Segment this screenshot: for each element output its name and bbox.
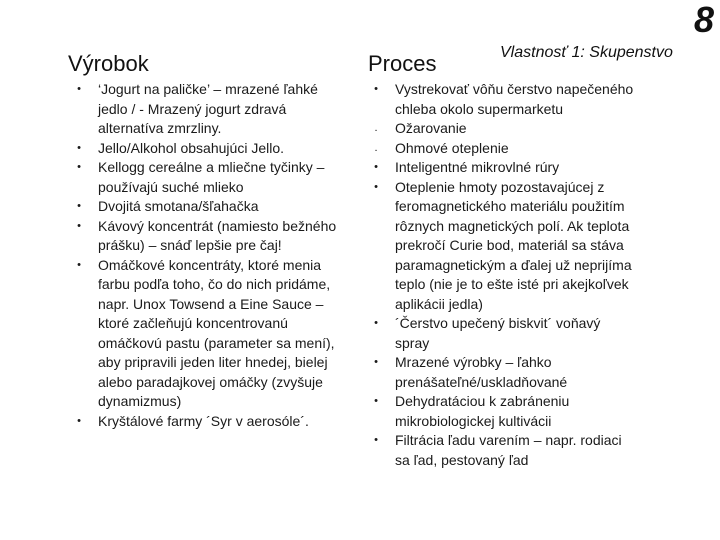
left-bullet-list <box>77 80 340 431</box>
bullet-marker: • <box>77 258 81 271</box>
list-item-text: Kellogg cereálne a mliečne tyčinky – používajú suché mlieko <box>98 159 325 195</box>
bullet-marker: • <box>77 219 81 232</box>
list-item <box>77 80 340 139</box>
slide-subtitle: Vlastnosť 1: Skupenstvo <box>500 44 673 61</box>
bullet-marker: • <box>374 180 378 193</box>
list-item <box>374 314 637 353</box>
right-bullet-list <box>374 80 637 470</box>
slide-number: 8 <box>693 0 714 40</box>
list-item <box>374 392 637 431</box>
bullet-marker: • <box>374 161 378 173</box>
bullet-marker: • <box>77 414 81 427</box>
list-item <box>77 197 340 217</box>
right-column-title: Proces <box>368 51 437 76</box>
list-item <box>77 256 340 412</box>
list-item-text: Oteplenie hmoty pozostavajúcej z feromagnetického materiálu použitím rôznych magnetických polí. Ak teplota prekročí Curie bod, materiál sa stáva paramagnetickým a ďalej už neprijíma teplo (nie je to ešte isté pri akejkoľvek aplikácii jedla) <box>395 178 632 312</box>
list-item-text: ´Čerstvo upečený biskvit´ voňavý spray <box>395 315 601 351</box>
bullet-marker: • <box>77 161 81 173</box>
bullet-marker: • <box>374 434 378 446</box>
list-item-text: Kávový koncentrát (namiesto bežného prášku) – snáď lepšie pre čaj! <box>98 217 337 253</box>
list-item-text: Dvojitá smotana/šľahačka <box>98 198 259 214</box>
list-item-text: Vystrekovať vôňu čerstvo napečeného chleba okolo supermarketu <box>395 81 634 117</box>
list-item-text: Kryštálové farmy ´Syr v aerosóle´. <box>98 412 309 429</box>
bullet-marker: . <box>374 141 378 154</box>
bullet-marker: . <box>374 122 378 134</box>
list-item-text: Mrazené výrobky – ľahko prenášateľné/uskladňované <box>395 354 568 390</box>
bullet-marker: • <box>374 317 378 329</box>
bullet-marker: • <box>77 200 81 212</box>
list-item <box>374 431 637 470</box>
list-item-text: ‘Jogurt na paličke’ – mrazené ľahké jedlo / - Mrazený jogurt zdravá alternatíva zmrzliny. <box>98 81 318 136</box>
bullet-marker: • <box>77 83 81 95</box>
left-column-title: Výrobok <box>68 51 149 76</box>
list-item-text: Ožarovanie <box>395 120 467 136</box>
list-item <box>77 412 340 432</box>
list-item <box>374 139 637 159</box>
bullet-marker: • <box>77 141 81 154</box>
list-item <box>77 158 340 197</box>
bullet-marker: • <box>374 395 378 407</box>
list-item <box>374 353 637 392</box>
list-item-text: Omáčkové koncentráty, ktoré menia farbu podľa toho, čo do nich pridáme, napr. Unox Towsend a Eine Sauce – ktoré začleňujú koncentrovanú omáčkovú pastu (parameter sa mení), aby pripravili jeden liter hnedej, bielej alebo paradajkovej omáčky (zvyšuje dynamizmus) <box>98 256 335 409</box>
list-item <box>77 139 340 159</box>
list-item <box>374 178 637 315</box>
list-item-text: Inteligentné mikrovlné rúry <box>395 159 560 175</box>
bullet-marker: • <box>374 83 378 95</box>
list-item <box>374 119 637 139</box>
list-item-text: Filtrácia ľadu varením – napr. rodiaci sa ľad, pestovaný ľad <box>395 432 622 468</box>
list-item <box>374 80 637 119</box>
list-item <box>374 158 637 178</box>
list-item-text: Ohmové oteplenie <box>395 139 509 156</box>
list-item-text: Jello/Alkohol obsahujúci Jello. <box>98 139 284 156</box>
list-item-text: Dehydratáciou k zabráneniu mikrobiologickej kultivácii <box>395 393 570 429</box>
bullet-marker: • <box>374 356 378 368</box>
list-item <box>77 217 340 256</box>
